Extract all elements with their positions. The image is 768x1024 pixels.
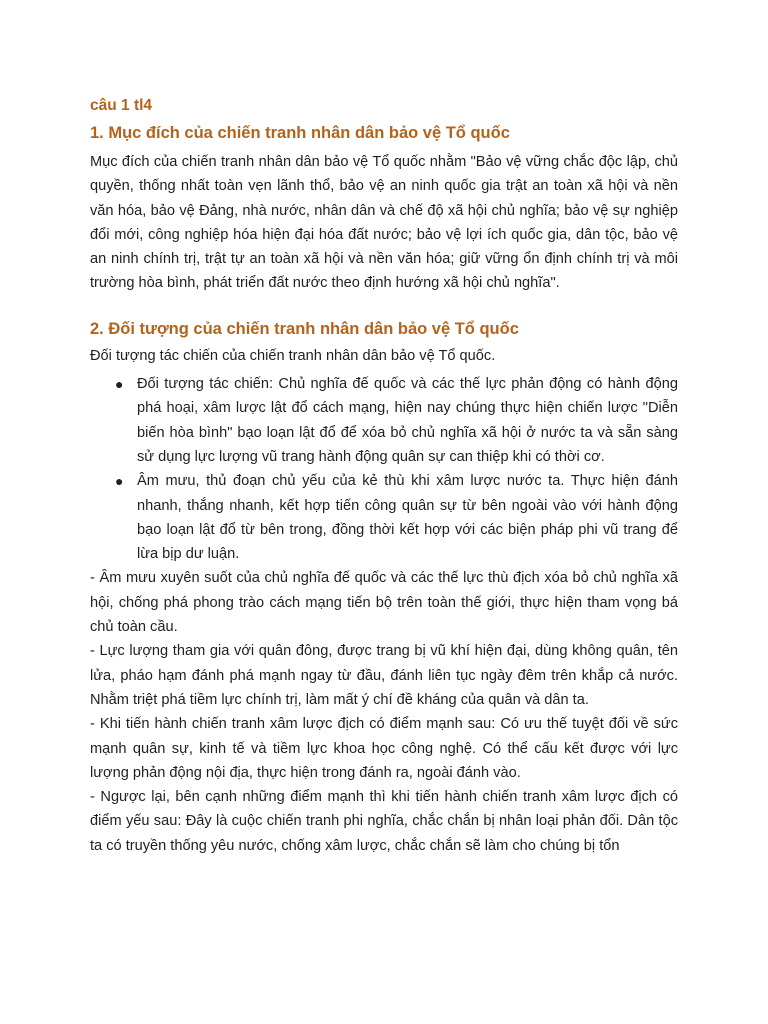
- bullet-item: [115, 469, 678, 566]
- document-page: [90, 96, 678, 858]
- bullet-dot-icon: ●: [115, 473, 124, 490]
- section2-heading: 2. Đối tượng của chiến tranh nhân dân bảo vệ Tổ quốc: [90, 319, 519, 338]
- bullet-dot-icon: ●: [115, 376, 124, 393]
- bullet-list: [90, 372, 678, 566]
- bullet-item: [115, 372, 678, 469]
- bullet-text: Đối tượng tác chiến: Chủ nghĩa đế quốc và các thế lực phản động có hành động phá hoại, xâm lược lật đổ cách mạng, hiện nay chúng thực hiện chiến lược "Diễn biến hòa bình" bạo loạn lật đổ để xóa bỏ chủ nghĩa xã hội ở nước ta và sẵn sàng sử dụng lực lượng vũ trang hành động quân sự can thiệp khi có thời cơ.: [137, 376, 678, 465]
- bullet-text: Âm mưu, thủ đoạn chủ yếu của kẻ thù khi xâm lược nước ta. Thực hiện đánh nhanh, thắng nhanh, kết hợp tiến công quân sự từ bên ngoài vào với hành động bạo loạn lật đổ từ bên trong, đồng thời kết hợp với các biện pháp phi vũ trang để lừa bịp dư luận.: [137, 473, 678, 563]
- section2-intro: Đối tượng tác chiến của chiến tranh nhân dân bảo vệ Tổ quốc.: [90, 347, 496, 364]
- dash-paragraph: - Ngược lại, bên cạnh những điểm mạnh thì khi tiến hành chiến tranh xâm lược địch có điểm yếu sau: Đây là cuộc chiến tranh phi nghĩa, chắc chắn bị nhân loại phản đối. Dân tộc ta có truyền thống yêu nước, chống xâm lược, chắc chắn sẽ làm cho chúng bị tổn: [90, 789, 678, 854]
- dash-paragraph: - Khi tiến hành chiến tranh xâm lược địch có điểm mạnh sau: Có ưu thế tuyệt đối về sức mạnh quân sự, kinh tế và tiềm lực khoa học công nghệ. Có thể cấu kết được với lực lượng phản động nội địa, thực hiện trong đánh ra, ngoài đánh vào.: [90, 716, 678, 781]
- section1-heading: 1. Mục đích của chiến tranh nhân dân bảo vệ Tổ quốc: [90, 124, 510, 142]
- section1-body: Mục đích của chiến tranh nhân dân bảo vệ Tổ quốc nhằm "Bảo vệ vững chắc độc lập, chủ quyền, thống nhất toàn vẹn lãnh thổ, bảo vệ an ninh quốc gia trật an toàn xã hội và nền văn hóa, bảo vệ Đảng, nhà nước, nhân dân và chế độ xã hội chủ nghĩa; bảo vệ sự nghiệp đổi mới, công nghiệp hóa hiện đại hóa đất nước; bảo vệ lợi ích quốc gia, dân tộc, bảo vệ an ninh chính trị, trật tự an toàn xã hội và nền văn hóa; giữ vững ổn định chính trị và môi trường hòa bình, phát triển đất nước theo định hướng xã hội chủ nghĩa".: [90, 154, 678, 292]
- document-label: câu 1 tl4: [90, 97, 153, 114]
- dash-paragraph: - Lực lượng tham gia với quân đông, được trang bị vũ khí hiện đại, dùng không quân, tên lửa, pháo hạm đánh phá mạnh ngay từ đầu, đánh liên tục ngày đêm trên khắp cả nước. Nhằm triệt phá tiềm lực chính trị, làm mất ý chí đề kháng của quân và dân ta.: [90, 643, 678, 708]
- dash-paragraph: - Âm mưu xuyên suốt của chủ nghĩa đế quốc và các thế lực thù địch xóa bỏ chủ nghĩa xã hội, chống phá phong trào cách mạng tiến bộ trên toàn thế giới, thực hiện tham vọng bá chủ toàn cầu.: [90, 570, 678, 636]
